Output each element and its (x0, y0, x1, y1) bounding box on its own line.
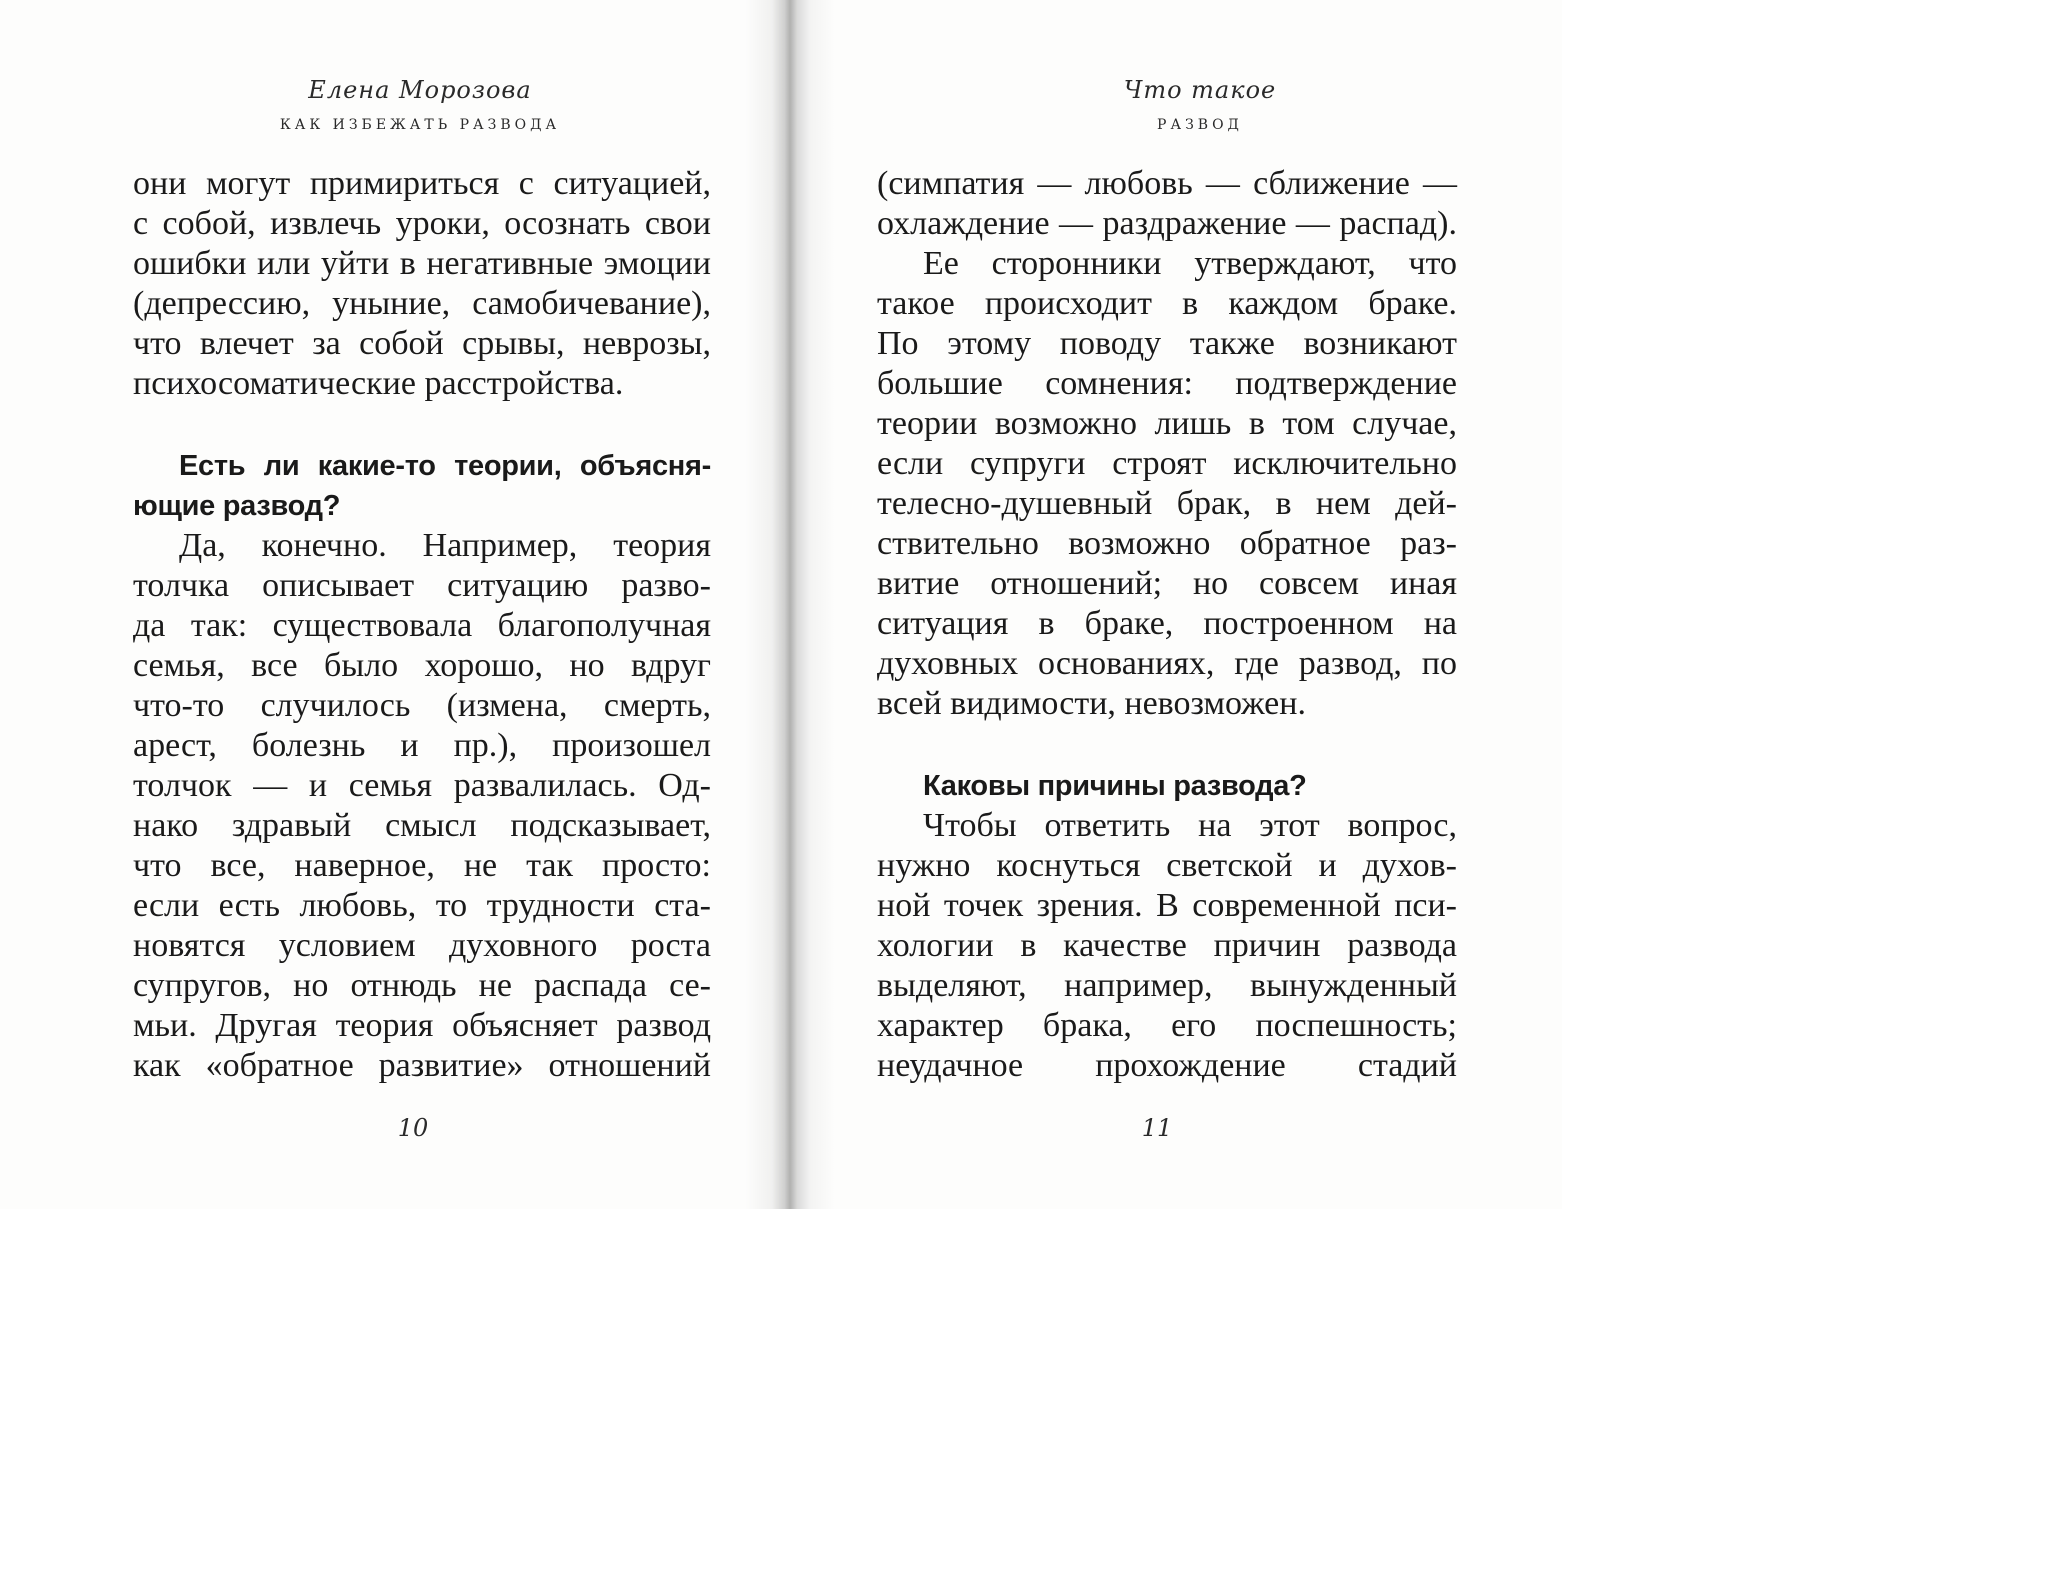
text-line: супругов, но отнюдь не распада се- (133, 967, 711, 1004)
text-line: с собой, извлечь уроки, осознать свои (133, 205, 711, 242)
text-line: арест, болезнь и пр.), произошел (133, 727, 711, 764)
text-line: ситуация в браке, построенном на (877, 605, 1457, 642)
text-line: теории возможно лишь в том случае, (877, 405, 1457, 442)
text-line: толчок — и семья развалилась. Од- (133, 767, 711, 804)
text-line: характер брака, его поспешность; (877, 1007, 1457, 1044)
text-line: телесно-душевный брак, в нем дей- (877, 485, 1457, 522)
text-line: что-то случилось (измена, смерть, (133, 687, 711, 724)
text-line: как «обратное развитие» отношений (133, 1047, 711, 1084)
left-page (0, 0, 790, 1209)
text-line: ствительно возможно обратное раз- (877, 525, 1457, 562)
text-line: они могут примириться с ситуацией, (133, 165, 711, 202)
text-line: новятся условием духовного роста (133, 927, 711, 964)
text-line: духовных основаниях, где развод, по (877, 645, 1457, 682)
body-text (877, 164, 1457, 1086)
paragraph-gap (877, 724, 1457, 766)
paragraph-gap (133, 404, 711, 446)
text-line: всей видимости, невозможен. (877, 685, 1306, 722)
text-line: большие сомнения: подтверждение (877, 365, 1457, 402)
text-line: неудачное прохождение стадий (877, 1047, 1457, 1084)
text-line: такое происходит в каждом браке. (877, 285, 1457, 322)
text-line: Ее сторонники утверждают, что (923, 245, 1457, 282)
book-gutter-shadow (745, 0, 835, 1209)
text-line: нужно коснуться светской и духов- (877, 847, 1457, 884)
running-header-title-italic: Что такое (1123, 76, 1277, 104)
text-line: да так: существовала благополучная (133, 607, 711, 644)
running-header-title: РАЗВОД (1157, 117, 1243, 133)
text-line: толчка описывает ситуацию разво- (133, 567, 711, 604)
text-line: выделяют, например, вынужденный (877, 967, 1457, 1004)
text-line: мьи. Другая теория объясняет развод (133, 1007, 711, 1044)
body-text (133, 164, 711, 1086)
text-line: психосоматические расстройства. (133, 365, 624, 402)
text-line: охлаждение — раздражение — распад). (877, 205, 1457, 242)
section-heading: Есть ли какие-то теории, объясня- (179, 450, 711, 482)
text-line: что влечет за собой срывы, неврозы, (133, 325, 711, 362)
text-line: Да, конечно. Например, теория (179, 527, 711, 564)
section-heading: Каковы причины развода? (923, 770, 1307, 802)
text-line: хологии в качестве причин развода (877, 927, 1457, 964)
text-line: витие отношений; но совсем иная (877, 565, 1457, 602)
text-line: если супруги строят исключительно (877, 445, 1457, 482)
text-line: семья, все было хорошо, но вдруг (133, 647, 711, 684)
text-line: По этому поводу также возникают (877, 325, 1457, 362)
text-line: (симпатия — любовь — сближение — (877, 165, 1457, 202)
text-line: что все, наверное, не так просто: (133, 847, 711, 884)
page-number: 11 (1141, 1114, 1173, 1142)
text-line: ошибки или уйти в негативные эмоции (133, 245, 711, 282)
page-number: 10 (397, 1114, 429, 1142)
right-page (790, 0, 1562, 1209)
text-line: если есть любовь, то трудности ста- (133, 887, 711, 924)
running-header-title: КАК ИЗБЕЖАТЬ РАЗВОДА (279, 117, 561, 133)
text-line: ной точек зрения. В современной пси- (877, 887, 1457, 924)
text-line: (депрессию, уныние, самобичевание), (133, 285, 711, 322)
section-heading: ющие развод? (133, 490, 341, 522)
running-header-author: Елена Морозова (308, 76, 532, 104)
text-line: Чтобы ответить на этот вопрос, (923, 807, 1457, 844)
text-line: нако здравый смысл подсказывает, (133, 807, 711, 844)
